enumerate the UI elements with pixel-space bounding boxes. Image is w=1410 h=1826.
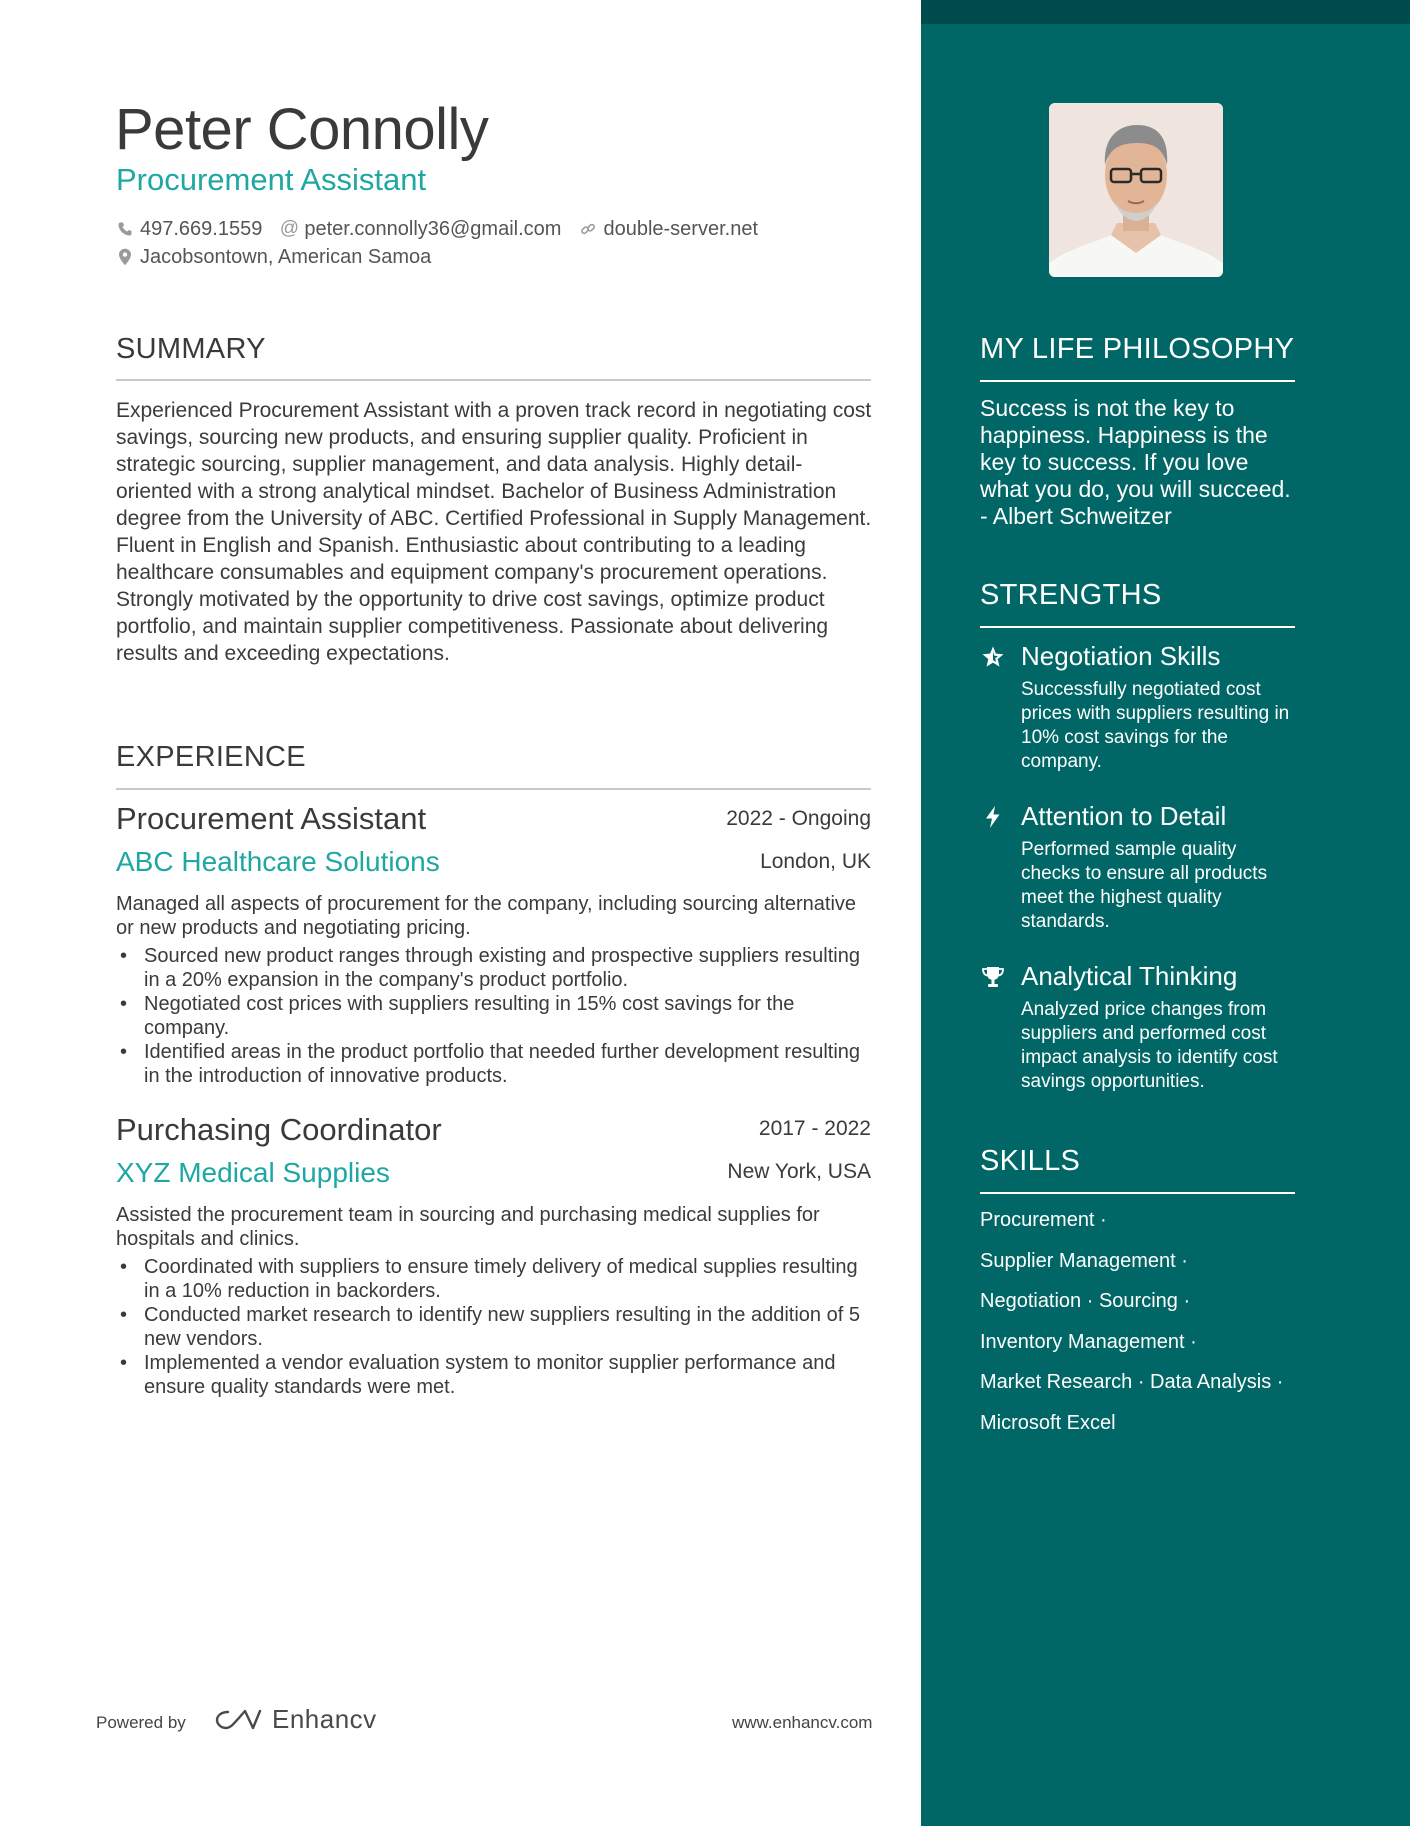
job-bullet: • Implemented a vendor evaluation system to monitor supplier performance and ensure quality standards were met. bbox=[116, 1351, 876, 1399]
sidebar-top-bar bbox=[921, 0, 1410, 24]
email-item bbox=[280, 218, 561, 241]
job-bullet: • Sourced new product ranges through existing and prospective suppliers resulting in a 20% expansion in the company's product portfolio. bbox=[116, 944, 876, 992]
strength-title: Analytical Thinking bbox=[1021, 961, 1238, 991]
skill-line: Supplier Management · bbox=[980, 1249, 1188, 1272]
job-title: Procurement Assistant bbox=[116, 801, 427, 836]
phone-text[interactable]: 497.669.1559 bbox=[140, 217, 263, 240]
strength-title: Negotiation Skills bbox=[1021, 641, 1221, 671]
enhancv-brand: Enhancv bbox=[272, 1704, 377, 1734]
summary-heading: SUMMARY bbox=[116, 333, 266, 365]
experience-heading: EXPERIENCE bbox=[116, 741, 306, 773]
job-bullet: • Conducted market research to identify new suppliers resulting in the addition of 5 new vendors. bbox=[116, 1303, 876, 1351]
job-description: Assisted the procurement team in sourcing and purchasing medical supplies for hospitals and clinics. bbox=[116, 1204, 820, 1250]
contact-row bbox=[116, 216, 776, 242]
job-bullets bbox=[116, 1255, 876, 1399]
job-dates: 2022 - Ongoing bbox=[726, 807, 871, 830]
email-text[interactable]: peter.connolly36@gmail.com bbox=[304, 217, 562, 240]
philosophy-quote: Success is not the key to happiness. Happiness is the key to success. If you love what you do, you will succeed. - Albert Schweitzer bbox=[980, 395, 1291, 529]
job-company: ABC Healthcare Solutions bbox=[116, 846, 440, 877]
philosophy-divider bbox=[980, 380, 1295, 382]
job-description: Managed all aspects of procurement for the company, including sourcing alternative or new products and negotiating pricing. bbox=[116, 893, 857, 939]
location-pin-icon bbox=[116, 248, 134, 266]
job-location: London, UK bbox=[760, 850, 871, 873]
strengths-heading: STRENGTHS bbox=[980, 579, 1162, 611]
strength-item bbox=[980, 961, 1300, 1094]
job-company: XYZ Medical Supplies bbox=[116, 1157, 390, 1188]
job-title: Purchasing Coordinator bbox=[116, 1112, 442, 1147]
job-bullets bbox=[116, 944, 876, 1088]
candidate-name: Peter Connolly bbox=[115, 97, 489, 162]
strength-item bbox=[980, 801, 1300, 934]
summary-divider bbox=[116, 379, 871, 381]
experience-divider bbox=[116, 788, 871, 790]
at-icon: @ bbox=[279, 218, 299, 239]
job-dates: 2017 - 2022 bbox=[758, 1117, 871, 1140]
enhancv-logo[interactable] bbox=[214, 1704, 377, 1735]
skill-line: Microsoft Excel bbox=[980, 1411, 1116, 1434]
strength-description: Successfully negotiated cost prices with suppliers resulting in 10% cost savings for the company. bbox=[1021, 679, 1290, 772]
powered-by-label: Powered by bbox=[96, 1713, 186, 1732]
phone-item bbox=[116, 218, 262, 241]
skill-line: Negotiation · Sourcing · bbox=[980, 1290, 1191, 1312]
enhancv-logo-icon bbox=[214, 1707, 262, 1733]
candidate-title: Procurement Assistant bbox=[116, 162, 427, 197]
job-bullet: • Coordinated with suppliers to ensure timely delivery of medical supplies resulting in a 10% reduction in backorders. bbox=[116, 1255, 876, 1303]
skill-line: Procurement · bbox=[980, 1209, 1107, 1231]
profile-photo bbox=[1049, 103, 1223, 277]
website-item bbox=[579, 218, 758, 241]
skills-list bbox=[980, 1205, 1300, 1448]
summary-text: Experienced Procurement Assistant with a proven track record in negotiating cost savings, sourcing new products, and ensuring supplier quality. Proficient in strategic sourcing, supplier management, and data analysis. Highly detail-oriented with a strong analytical mindset. Bachelor of Business Administration degree from the University of ABC. Certified Professional in Supply Management. Fluent in English and Spanish. Enthusiastic about contributing to a leading healthcare consumables and equipment company's procurement operations. Strongly motivated by the opportunity to drive cost savings, optimize product portfolio, and maintain supplier competitiveness. Passionate about delivering results and exceeding expectations. bbox=[116, 399, 872, 665]
location-row bbox=[116, 244, 449, 270]
philosophy-heading: MY LIFE PHILOSOPHY bbox=[980, 333, 1295, 365]
link-icon bbox=[579, 220, 597, 238]
location-item bbox=[116, 246, 431, 269]
job-location: New York, USA bbox=[727, 1160, 871, 1183]
star-icon bbox=[980, 644, 1006, 670]
skill-line: Inventory Management · bbox=[980, 1330, 1197, 1353]
location-text: Jacobsontown, American Samoa bbox=[140, 245, 432, 268]
strengths-divider bbox=[980, 626, 1295, 628]
job-bullet: • Negotiated cost prices with suppliers resulting in 15% cost savings for the company. bbox=[116, 992, 876, 1040]
trophy-icon bbox=[980, 964, 1006, 990]
website-text[interactable]: double-server.net bbox=[603, 217, 758, 240]
skill-line: Market Research · Data Analysis · bbox=[980, 1371, 1284, 1393]
strength-description: Performed sample quality checks to ensure all products meet the highest quality standards. bbox=[1021, 839, 1268, 932]
skills-divider bbox=[980, 1192, 1295, 1194]
job-bullet: • Identified areas in the product portfolio that needed further development resulting in the introduction of innovative products. bbox=[116, 1040, 876, 1088]
strength-item bbox=[980, 641, 1300, 774]
footer-site[interactable]: www.enhancv.com bbox=[732, 1713, 873, 1732]
strength-description: Analyzed price changes from suppliers and performed cost impact analysis to identify cost savings opportunities. bbox=[1021, 999, 1278, 1092]
phone-icon bbox=[116, 220, 134, 238]
lightning-icon bbox=[980, 804, 1006, 830]
strength-title: Attention to Detail bbox=[1021, 801, 1227, 831]
skills-heading: SKILLS bbox=[980, 1145, 1081, 1177]
